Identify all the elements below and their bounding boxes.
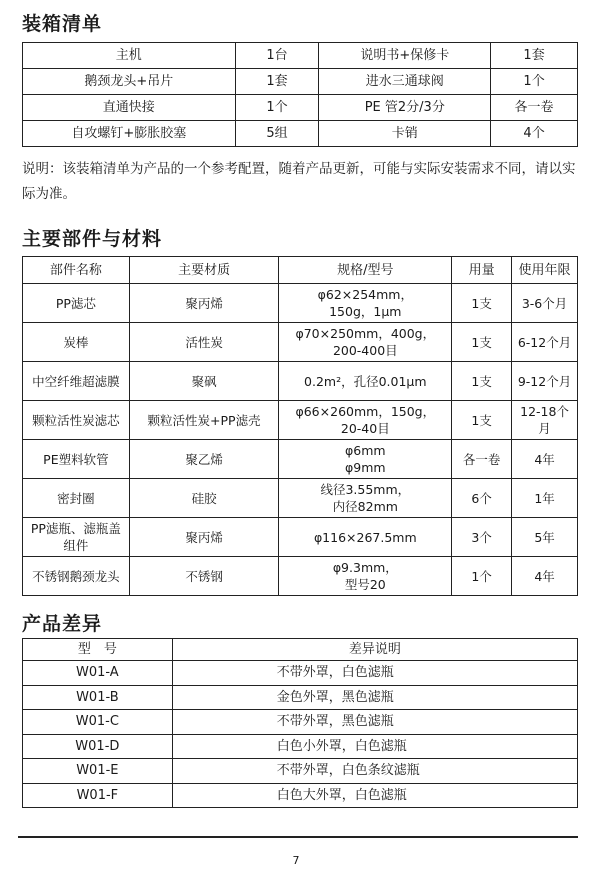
- part-name-cell: 中空纤维超滤膜: [23, 362, 130, 401]
- column-header: 型 号: [23, 639, 173, 661]
- part-name-cell: 密封圈: [23, 479, 130, 518]
- material-cell: 活性炭: [129, 323, 279, 362]
- packing-list-table: [22, 42, 578, 147]
- difference-cell: 不带外罩，黑色滤瓶: [172, 710, 577, 735]
- column-header: 差异说明: [172, 639, 577, 661]
- packing-cell: 说明书+保修卡: [319, 43, 491, 69]
- packing-cell: 卡销: [319, 121, 491, 147]
- model-cell: W01-A: [23, 661, 173, 686]
- spec-cell: [279, 323, 452, 362]
- packing-cell: 鹅颈龙头+吊片: [23, 69, 236, 95]
- column-header: 部件名称: [23, 257, 130, 284]
- parts-title: 主要部件与材料: [22, 228, 163, 250]
- spec-line: φ116×267.5mm: [313, 529, 417, 545]
- spec-line: 型号20: [344, 577, 386, 592]
- life-cell: 1年: [512, 479, 578, 518]
- packing-cell: 1个: [235, 95, 319, 121]
- table-row: [23, 759, 578, 784]
- difference-cell: 金色外罩，黑色滤瓶: [172, 685, 577, 710]
- spec-line: φ9mm: [345, 460, 386, 475]
- table-row: [23, 401, 578, 440]
- spec-line: 内径82mm: [332, 499, 398, 514]
- parts-table: [22, 256, 578, 596]
- spec-cell: [279, 479, 452, 518]
- spec-cell: [279, 401, 452, 440]
- packing-cell: 4个: [491, 121, 578, 147]
- packing-cell: 1个: [491, 69, 578, 95]
- spec-cell: [279, 362, 452, 401]
- model-cell: W01-C: [23, 710, 173, 735]
- differences-title: 产品差异: [22, 613, 103, 635]
- qty-cell: 1支: [452, 362, 512, 401]
- footer-rule: [18, 836, 578, 838]
- packing-cell: 各一卷: [491, 95, 578, 121]
- column-header: 使用年限: [512, 257, 578, 284]
- difference-cell: 不带外罩，白色条纹滤瓶: [172, 759, 577, 784]
- packing-note: 说明：该装箱清单为产品的一个参考配置，随着产品更新，可能与实际安装需求不同，请以实际为准。: [22, 161, 576, 202]
- difference-cell: 不带外罩，白色滤瓶: [172, 661, 577, 686]
- part-name-cell: 炭棒: [23, 323, 130, 362]
- qty-cell: 1支: [452, 401, 512, 440]
- qty-cell: 1个: [452, 557, 512, 596]
- material-cell: 聚砜: [129, 362, 279, 401]
- spec-cell: [279, 518, 452, 557]
- table-row: [23, 69, 578, 95]
- model-cell: W01-D: [23, 734, 173, 759]
- qty-cell: 1支: [452, 284, 512, 323]
- table-row: [23, 518, 578, 557]
- table-row: [23, 661, 578, 686]
- spec-line: 150g，1μm: [329, 304, 402, 319]
- table-row: [23, 783, 578, 808]
- difference-cell: 白色小外罩，白色滤瓶: [172, 734, 577, 759]
- spec-line: 线径3.55mm，: [320, 482, 411, 497]
- table-row: [23, 43, 578, 69]
- packing-cell: 直通快接: [23, 95, 236, 121]
- spec-line: φ66×260mm，150g，: [295, 404, 436, 419]
- life-cell: 4年: [512, 440, 578, 479]
- packing-cell: 1套: [235, 69, 319, 95]
- qty-cell: 1支: [452, 323, 512, 362]
- spec-line: φ6mm: [345, 443, 386, 458]
- spec-line: φ9.3mm，: [332, 560, 398, 575]
- model-cell: W01-B: [23, 685, 173, 710]
- qty-cell: 3个: [452, 518, 512, 557]
- spec-line: φ70×250mm，400g，: [295, 326, 436, 341]
- part-name-cell: PP滤芯: [23, 284, 130, 323]
- spec-line: 20-40目: [340, 421, 390, 436]
- model-cell: W01-F: [23, 783, 173, 808]
- life-cell: 4年: [512, 557, 578, 596]
- table-row: [23, 95, 578, 121]
- packing-list-title: 装箱清单: [22, 13, 103, 35]
- packing-cell: PE 管2分/3分: [319, 95, 491, 121]
- life-cell: 9-12个月: [512, 362, 578, 401]
- page-number: 7: [292, 854, 300, 867]
- life-cell: 5年: [512, 518, 578, 557]
- packing-cell: 自攻螺钉+膨胀胶塞: [23, 121, 236, 147]
- table-row: [23, 479, 578, 518]
- life-cell: 6-12个月: [512, 323, 578, 362]
- qty-cell: 各一卷: [452, 440, 512, 479]
- table-row: [23, 323, 578, 362]
- part-name-cell: 颗粒活性炭滤芯: [23, 401, 130, 440]
- material-cell: 不锈钢: [129, 557, 279, 596]
- qty-cell: 6个: [452, 479, 512, 518]
- material-cell: 聚丙烯: [129, 284, 279, 323]
- table-row: [23, 734, 578, 759]
- differences-table: [22, 638, 578, 808]
- packing-cell: 5组: [235, 121, 319, 147]
- material-cell: 聚丙烯: [129, 518, 279, 557]
- material-cell: 硅胶: [129, 479, 279, 518]
- table-row: [23, 710, 578, 735]
- column-header: 主要材质: [129, 257, 279, 284]
- table-row: [23, 121, 578, 147]
- packing-cell: 1套: [491, 43, 578, 69]
- model-cell: W01-E: [23, 759, 173, 784]
- column-header: 规格/型号: [279, 257, 452, 284]
- packing-cell: 主机: [23, 43, 236, 69]
- spec-cell: [279, 284, 452, 323]
- part-name-cell: PE塑料软管: [23, 440, 130, 479]
- table-row: [23, 685, 578, 710]
- column-header: 用量: [452, 257, 512, 284]
- life-cell: 12-18个月: [512, 401, 578, 440]
- spec-cell: [279, 440, 452, 479]
- spec-cell: [279, 557, 452, 596]
- table-row: [23, 284, 578, 323]
- table-row: [23, 440, 578, 479]
- table-row: [23, 557, 578, 596]
- part-name-cell: 不锈钢鹅颈龙头: [23, 557, 130, 596]
- difference-cell: 白色大外罩，白色滤瓶: [172, 783, 577, 808]
- spec-line: φ62×254mm，: [317, 287, 413, 302]
- material-cell: 颗粒活性炭+PP滤壳: [129, 401, 279, 440]
- spec-line: 0.2m²，孔径0.01μm: [304, 373, 427, 389]
- table-row: [23, 362, 578, 401]
- material-cell: 聚乙烯: [129, 440, 279, 479]
- life-cell: 3-6个月: [512, 284, 578, 323]
- packing-cell: 1台: [235, 43, 319, 69]
- part-name-cell: PP滤瓶、滤瓶盖组件: [23, 518, 130, 557]
- spec-line: 200-400目: [332, 343, 398, 358]
- packing-cell: 进水三通球阀: [319, 69, 491, 95]
